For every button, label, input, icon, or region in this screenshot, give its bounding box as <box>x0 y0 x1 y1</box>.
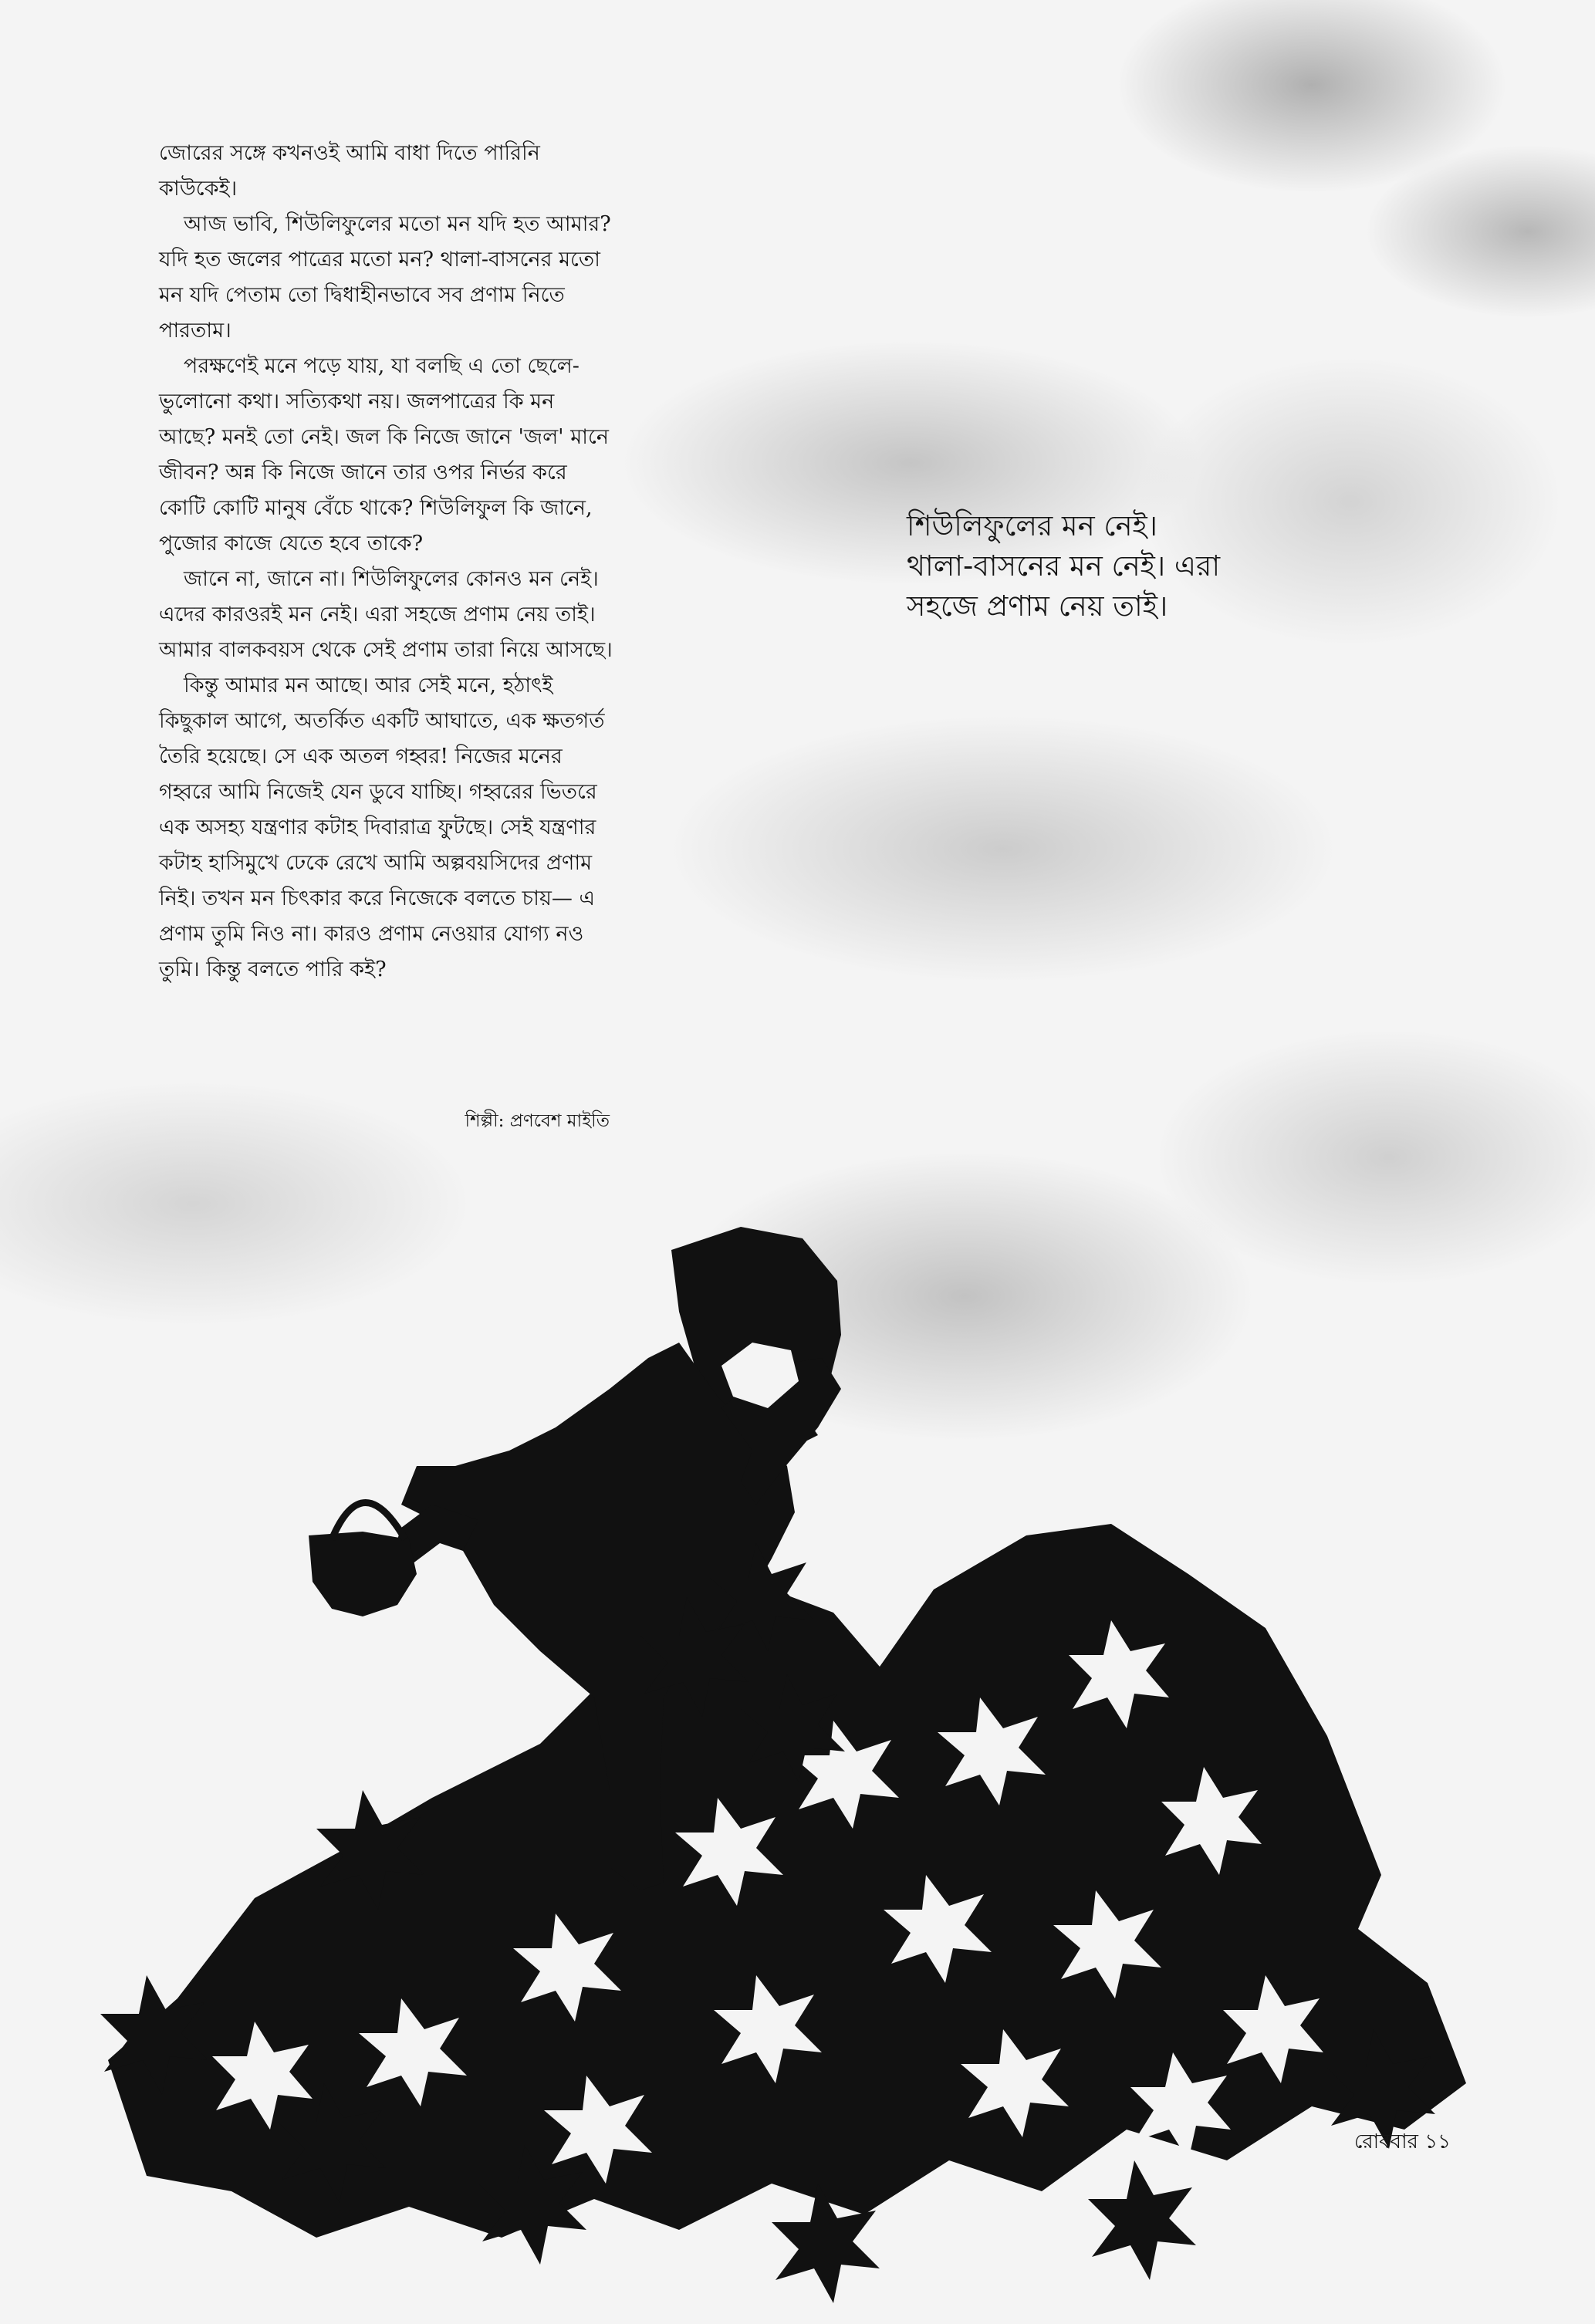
artist-credit: শিল্পী: প্রণবেশ মাইতি <box>465 1111 610 1131</box>
basket-shape <box>309 1532 417 1616</box>
pull-quote-line: থালা-বাসনের মন নেই। এরা <box>907 549 1221 583</box>
article-paragraph: আজ ভাবি, শিউলিফুলের মতো মন যদি হত আমার? যদি হত জলের পাত্রের মতো মন? থালা-বাসনের মতো মন যদি পেতাম তো দ্বিধাহীনভাবে সব প্রণাম নিতে পারতাম। <box>159 212 611 343</box>
page-folio: রোববার ১১ <box>1353 2130 1451 2153</box>
article-paragraph: জানে না, জানে না। শিউলিফুলের কোনও মন নেই। এদের কারওরই মন নেই। এরা সহজে প্রণাম নেয় তাই। আমার বালকবয়স থেকে সেই প্রণাম তারা নিয়ে আসছে। <box>159 567 613 662</box>
pull-quote-line: শিউলিফুলের মন নেই। <box>907 509 1158 542</box>
black-flower-icon <box>1088 2160 1196 2280</box>
pull-quote-line: সহজে প্রণাম নেয় তাই। <box>907 589 1168 623</box>
article-paragraph: কিন্তু আমার মন আছে। আর সেই মনে, হঠাৎই কিছুকাল আগে, অতর্কিত একটি আঘাতে, এক ক্ষতগর্ত তৈরি হয়েছে। সে এক অতল গহ্বর! নিজের মনের গহ্বরে আমি নিজেই যেন ডুবে যাচ্ছি। গহ্বরের ভিতরে এক অসহ্য যন্ত্রণার কটাহ দিবারাত্র ফুটছে। সেই যন্ত্রণার কটাহ হাসিমুখে ঢেকে রেখে আমি অল্পবয়সিদের প্রণাম নিই। তখন মন চিৎকার করে নিজেকে বলতে চায়— এ প্রণাম তুমি নিও না। কারও প্রণাম নেওয়ার যোগ্য নও তুমি। কিন্তু বলতে পারি কই? <box>159 674 605 981</box>
article-paragraph: জোরের সঙ্গে কখনওই আমি বাধা দিতে পারিনি কাউকেই। <box>159 141 540 201</box>
article-paragraph: পরক্ষণেই মনে পড়ে যায়, যা বলছি এ তো ছেলে-ভুলোনো কথা। সত্যিকথা নয়। জলপাত্রের কি মন আছে? মনই তো নেই। জল কি নিজে জানে 'জল' মানে জীবন? অন্ন কি নিজে জানে তার ওপর নির্ভর করে কোটি কোটি মানুষ বেঁচে থাকে? শিউলিফুল কি জানে, পুজোর কাজে যেতে হবে তাকে? <box>159 354 609 556</box>
